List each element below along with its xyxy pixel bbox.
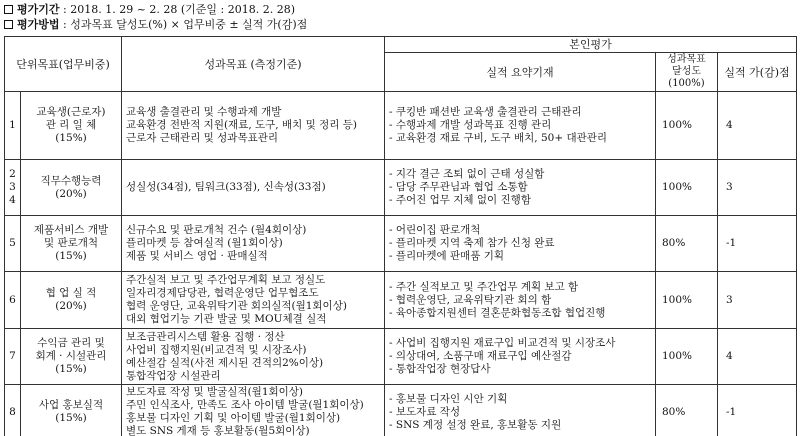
row-number: 8 [5, 385, 21, 436]
checkbox-square-icon [4, 20, 13, 29]
table-row [5, 160, 797, 216]
points-cell: 4 [718, 92, 797, 160]
performance-goal-cell: 주간실적 보고 및 주간업무계획 보고 정실도 일자리경제담당관, 협력운영단 업무협조도 협력 운영단, 교육위탁기관 회의실적(월1회이상) 대외 협업기능 기관 발굴 및 MOU체결 실적 [122, 272, 385, 329]
unit-goal-cell: 제품서비스 개발 및 판로개척 (15%) [21, 216, 122, 272]
unit-goal-cell: 수익금 관리 및 회계 · 시설관리 (15%) [21, 329, 122, 385]
achievement-cell: 100% [656, 160, 718, 216]
table-row [5, 92, 797, 160]
evaluation-method: 평가방법 : 성과목표 달성도(%) × 업무비중 ± 실적 가(감)점 [4, 17, 796, 32]
table-row [5, 385, 797, 436]
achievement-cell: 80% [656, 216, 718, 272]
table-row [5, 216, 797, 272]
points-cell: 3 [718, 160, 797, 216]
performance-goal-cell: 교육생 출결관리 및 수행과제 개발 교육환경 전반적 지원(재료, 도구, 배치 및 정리 등) 근로자 근태관리 및 성과목표관리 [122, 92, 385, 160]
summary-cell: - 지각 결근 조퇴 없이 근태 성실함 - 담당 주무관님과 협업 소통함 - 주어진 업무 지체 없이 진행함 [385, 160, 656, 216]
evaluation-table [4, 36, 797, 436]
points-cell: -1 [718, 216, 797, 272]
header-summary: 실적 요약기재 [385, 53, 656, 92]
performance-goal-cell: 신규수요 및 판로개척 건수 (월4회이상) 플리마켓 등 참여실적 (월1회이상) 제품 및 서비스 영업 · 판매실적 [122, 216, 385, 272]
summary-cell: - 주간 실적보고 및 주간업무 계획 보고 함 - 협력운영단, 교육위탁기관 회의 함 - 육아종합지원센터 결혼문화협동조합 협업진행 [385, 272, 656, 329]
summary-cell: - 어린이집 판로개척 - 플리마켓 지역 축제 참가 신청 완료 - 플리마켓에 판매품 기획 [385, 216, 656, 272]
performance-goal-cell: 보조금관리시스템 활용 집행 · 정산 사업비 집행지원(비교견적 및 시장조사) 예산절감 실적(사전 제시된 견적의2%이상) 통합작업장 시설관리 [122, 329, 385, 385]
unit-goal-cell: 교육생(근로자) 관 리 일 체 (15%) [21, 92, 122, 160]
row-number: 7 [5, 329, 21, 385]
header-points: 실적 가(감)점 [718, 53, 797, 92]
checkbox-square-icon [4, 5, 13, 14]
achievement-cell: 100% [656, 92, 718, 160]
evaluation-info [4, 2, 796, 36]
row-number: 1 [5, 92, 21, 160]
performance-goal-cell: 성실성(34점), 팀워크(33점), 신속성(33점) [122, 160, 385, 216]
points-cell: 3 [718, 272, 797, 329]
table-row [5, 272, 797, 329]
points-cell: 4 [718, 329, 797, 385]
summary-cell: - 쿠킹반 패션반 교육생 출결관리 근태관리 - 수행과제 개발 성과목표 진행 관리 - 교육환경 재료 구비, 도구 배치, 50+ 대관관리 [385, 92, 656, 160]
header-achievement: 성과목표 달성도(100%) [656, 53, 718, 92]
row-number: 6 [5, 272, 21, 329]
row-number: 2 3 4 [5, 160, 21, 216]
row-number: 5 [5, 216, 21, 272]
achievement-cell: 100% [656, 272, 718, 329]
header-self-eval: 본인평가 [385, 37, 797, 53]
unit-goal-cell: 사업 홍보실적 (15%) [21, 385, 122, 436]
header-performance-goal: 성과목표 (측정기준) [122, 37, 385, 92]
summary-cell: - 홍보물 디자인 시안 기획 - 보도자료 작성 - SNS 계정 설정 완료, 홍보활동 지원 [385, 385, 656, 436]
unit-goal-cell: 협 업 실 적 (20%) [21, 272, 122, 329]
performance-goal-cell: 보도자료 작성 및 발굴실적(월1회이상) 주민 인식조사, 만족도 조사 아이템 발굴(월1회이상) 홍보물 디자인 기획 및 아이템 발굴(월1회이상) 별도 SNS 게재 등 홍보활동(월5회이상) [122, 385, 385, 436]
achievement-cell: 80% [656, 385, 718, 436]
evaluation-period: 평가기간 : 2018. 1. 29 ~ 2. 28 (기준일 : 2018. 2. 28) [4, 2, 796, 17]
achievement-cell: 100% [656, 329, 718, 385]
header-unit-goal: 단위목표(업무비중) [5, 37, 122, 92]
table-row [5, 329, 797, 385]
points-cell: -1 [718, 385, 797, 436]
unit-goal-cell: 직무수행능력 (20%) [21, 160, 122, 216]
summary-cell: - 사업비 집행지원 재료구입 비교견적 및 시장조사 - 의상대여, 소품구매 재료구입 예산절감 - 통합작업장 현장답사 [385, 329, 656, 385]
